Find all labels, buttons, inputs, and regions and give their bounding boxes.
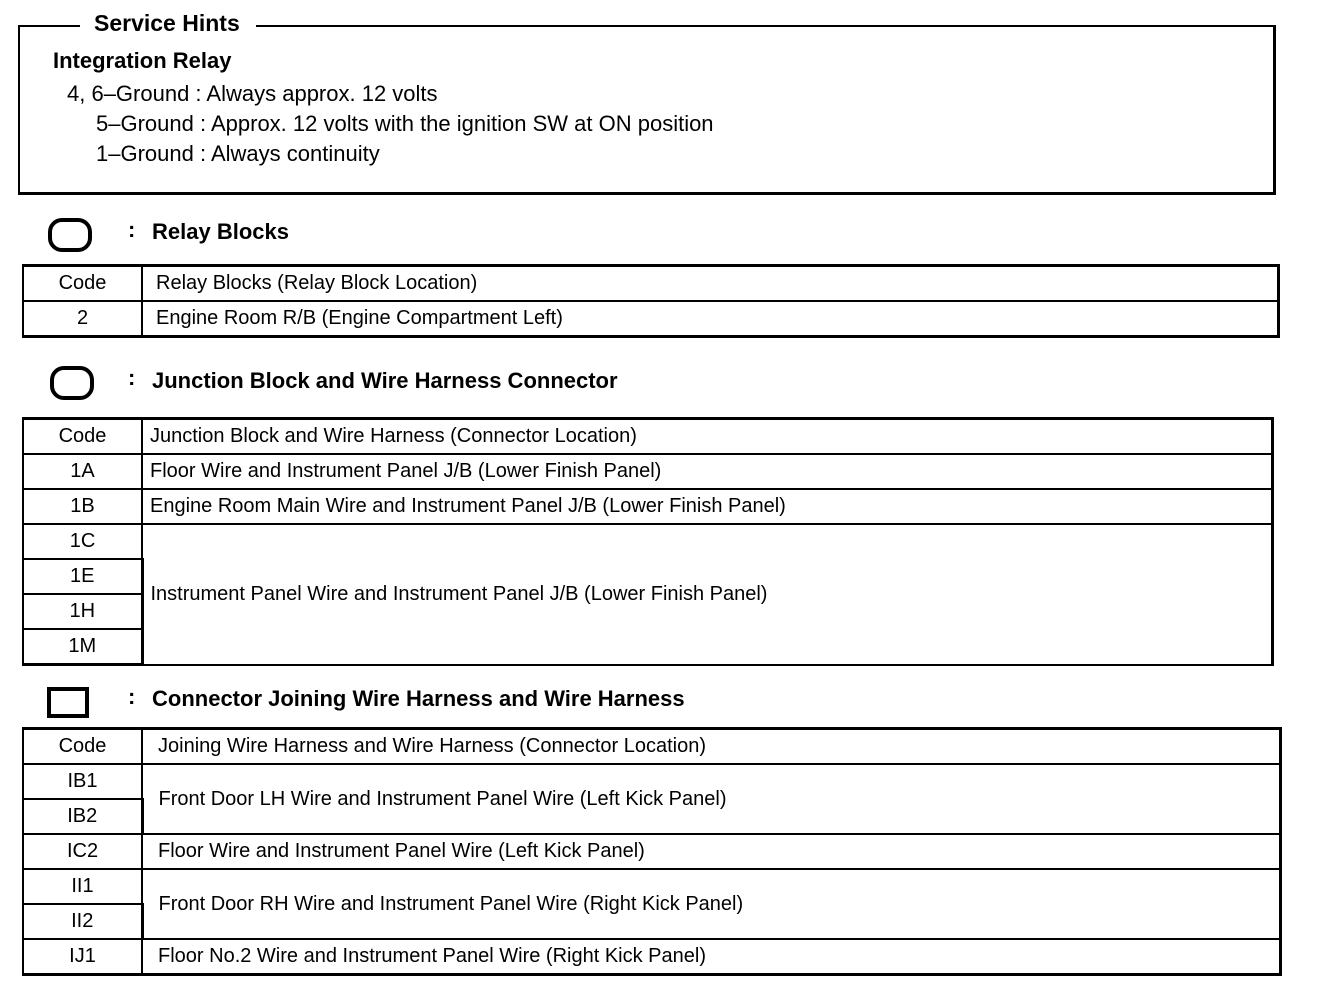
table-row [23,454,1273,489]
table-row [23,489,1273,524]
section-colon: : [128,684,136,709]
code-header: Code [23,419,142,455]
code-header: Code [23,729,142,765]
location-header: Junction Block and Wire Harness (Connector Location) [142,419,1273,455]
relay-blocks-table [22,264,1280,338]
code-header: Code [23,266,142,302]
location-cell: Front Door RH Wire and Instrument Panel Wire (Right Kick Panel) [142,869,1281,939]
location-cell: Instrument Panel Wire and Instrument Panel J/B (Lower Finish Panel) [142,524,1273,665]
table-row [23,764,1281,799]
code-cell: 1A [23,454,142,489]
code-cell: IB1 [23,764,142,799]
relay-blocks-title: Relay Blocks [152,219,289,244]
junction-block-table [22,417,1274,666]
hint-line: 5–Ground : Approx. 12 volts with the ignition SW at ON position [96,111,714,136]
connector-symbol-icon [47,687,89,718]
junction-block-title: Junction Block and Wire Harness Connector [152,368,618,393]
location-header: Joining Wire Harness and Wire Harness (Connector Location) [142,729,1281,765]
relay-block-symbol-icon [48,218,92,252]
code-cell: IB2 [23,799,142,834]
junction-block-symbol-icon [50,366,94,400]
table-header-row [23,266,1279,302]
location-cell: Engine Room Main Wire and Instrument Panel J/B (Lower Finish Panel) [142,489,1273,524]
section-colon: : [128,365,136,390]
connector-title: Connector Joining Wire Harness and Wire Harness [152,686,685,711]
code-cell: 1M [23,629,142,665]
table-header-row [23,729,1281,765]
table-row [23,834,1281,869]
code-cell: II1 [23,869,142,904]
location-header: Relay Blocks (Relay Block Location) [142,266,1279,302]
location-cell: Engine Room R/B (Engine Compartment Left) [142,301,1279,337]
location-cell: Floor No.2 Wire and Instrument Panel Wire (Right Kick Panel) [142,939,1281,975]
location-cell: Front Door LH Wire and Instrument Panel Wire (Left Kick Panel) [142,764,1281,834]
code-cell: II2 [23,904,142,939]
service-hints-title: Service Hints [80,8,256,38]
connector-table [22,727,1282,976]
table-header-row [23,419,1273,455]
code-cell: 1C [23,524,142,559]
table-row [23,869,1281,904]
table-row [23,524,1273,559]
code-cell: IC2 [23,834,142,869]
integration-relay-heading: Integration Relay [53,48,232,73]
table-row [23,301,1279,337]
code-cell: 1B [23,489,142,524]
code-cell: 2 [23,301,142,337]
code-cell: 1H [23,594,142,629]
location-cell: Floor Wire and Instrument Panel J/B (Lower Finish Panel) [142,454,1273,489]
code-cell: IJ1 [23,939,142,975]
location-cell: Floor Wire and Instrument Panel Wire (Left Kick Panel) [142,834,1281,869]
section-colon: : [128,217,136,242]
hint-line: 1–Ground : Always continuity [96,141,380,166]
code-cell: 1E [23,559,142,594]
table-row [23,939,1281,975]
hint-line: 4, 6–Ground : Always approx. 12 volts [67,81,438,106]
